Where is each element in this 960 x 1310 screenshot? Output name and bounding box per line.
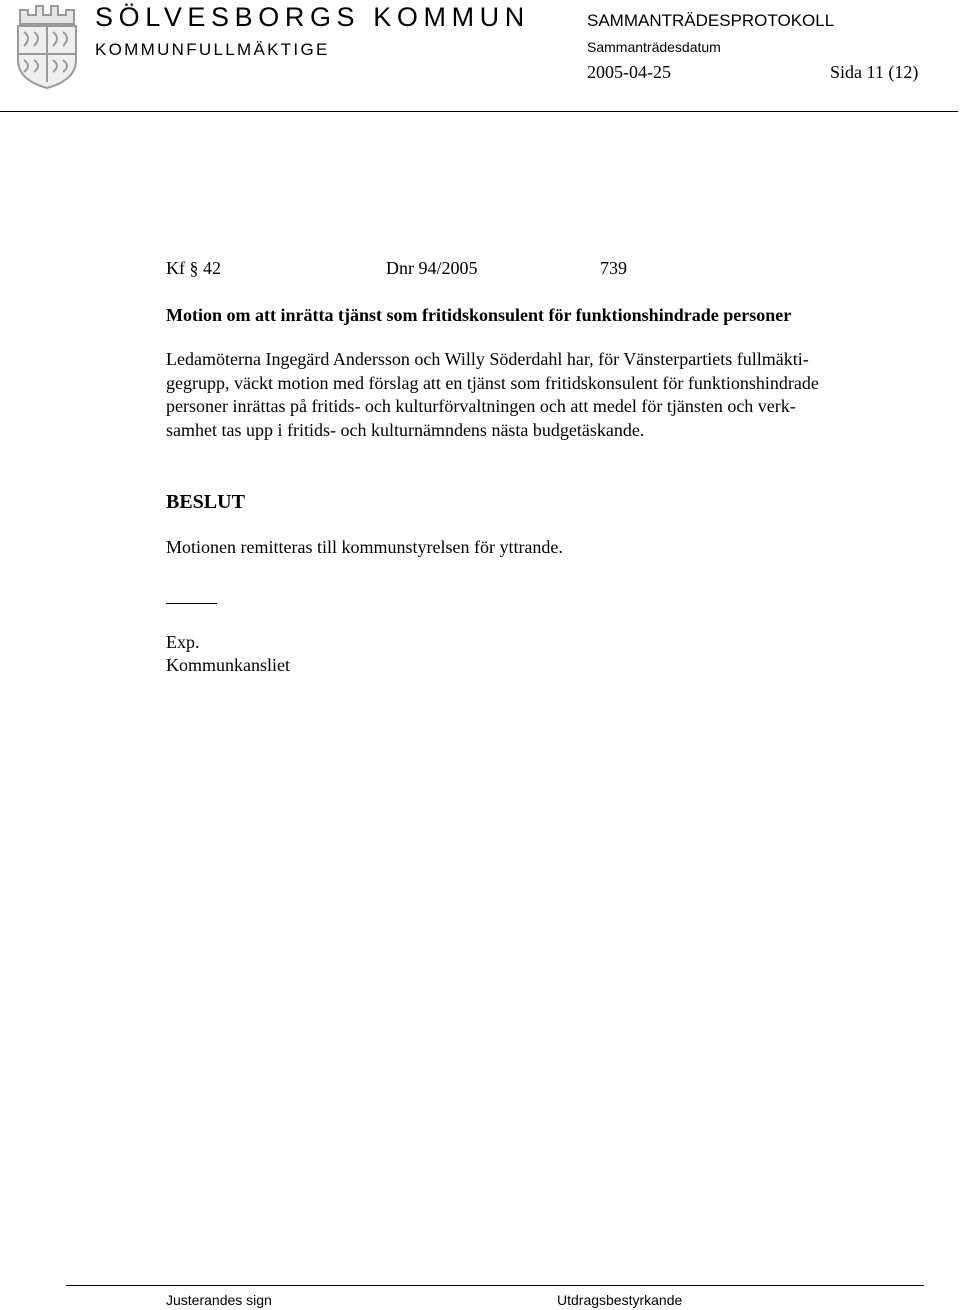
footer-justify-sign: Justerandes sign xyxy=(166,1292,272,1308)
paragraph-line: samhet tas upp i fritids- och kulturnämndens nästa budgetäskande. xyxy=(166,419,645,440)
header-divider xyxy=(0,111,958,112)
paragraph-line: gegrupp, väckt motion med förslag att en tjänst som fritidskonsulent för funktionshindrade xyxy=(166,372,819,393)
meeting-date-label: Sammanträdesdatum xyxy=(587,39,721,55)
expedition-recipient: Kommunkansliet xyxy=(166,655,290,675)
footer-extract-certification: Utdragsbestyrkande xyxy=(557,1292,683,1308)
section-divider xyxy=(166,603,217,604)
council-name: KOMMUNFULLMÄKTIGE xyxy=(95,40,330,59)
paragraph-line: Ledamöterna Ingegärd Andersson och Willy Söderdahl har, för Vänsterpartiets fullmäkti- xyxy=(166,349,809,369)
decision-text: Motionen remitteras till kommunstyrelsen för yttrande. xyxy=(166,537,563,557)
case-code: 739 xyxy=(600,258,627,278)
footer-divider xyxy=(66,1285,924,1286)
paragraph-line: personer inrättas på fritids- och kulturförvaltningen och att medel för tjänsten och verk- xyxy=(166,396,796,416)
organization-name: SÖLVESBORGS KOMMUN xyxy=(95,2,530,32)
decision-heading: BESLUT xyxy=(166,491,245,513)
motion-description xyxy=(166,348,926,442)
diary-number: Dnr 94/2005 xyxy=(386,258,478,278)
motion-title: Motion om att inrätta tjänst som fritidskonsulent för funktionshindrade personer xyxy=(166,305,792,325)
document-type: SAMMANTRÄDESPROTOKOLL xyxy=(587,11,835,30)
case-number: Kf § 42 xyxy=(166,258,221,278)
meeting-date: 2005-04-25 xyxy=(587,62,671,82)
expedition-label: Exp. xyxy=(166,632,200,652)
municipal-coat-of-arms-icon xyxy=(12,2,82,90)
page-number: Sida 11 (12) xyxy=(830,62,919,82)
